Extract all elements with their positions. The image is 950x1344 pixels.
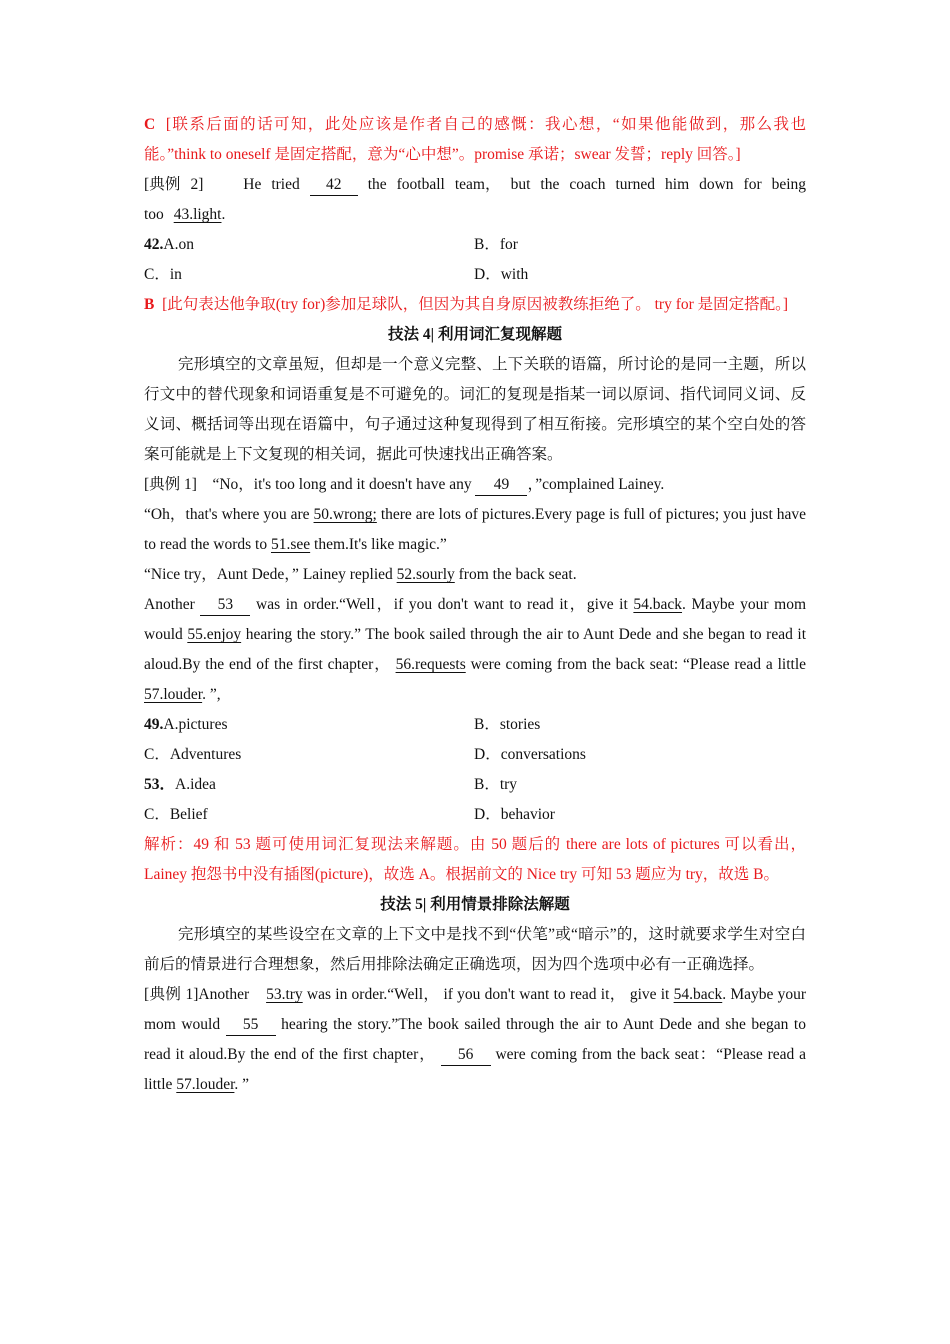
passage-paragraph <box>144 500 806 560</box>
options-row <box>144 770 806 800</box>
underlined-word: 54.back <box>633 596 683 613</box>
document-page <box>144 110 806 1100</box>
section-heading-technique-4: 技法 4| 利用词汇复现解题 <box>388 326 562 343</box>
underlined-word: 53.try <box>266 986 303 1003</box>
technique-5-example <box>144 980 806 1100</box>
option-a: A.idea <box>175 776 216 793</box>
sentence-text: . ”, <box>202 686 221 703</box>
underlined-word: 55.enjoy <box>187 626 242 643</box>
sentence-text: the football team， but the coach turned him down for being too <box>144 176 807 223</box>
option-b: B．stories <box>474 716 541 733</box>
underlined-word: 51.see <box>270 536 311 553</box>
underlined-word: 54.back <box>673 986 723 1003</box>
sentence-text: from the back seat. <box>458 566 577 583</box>
question-number: 53． <box>144 776 176 793</box>
sentence-text: was in order.“Well，if you don't want to read it，give it <box>256 596 628 613</box>
sentence-text: were coming from the back seat: “Please read a little <box>470 656 807 673</box>
options-row <box>144 800 806 830</box>
options-row <box>144 230 806 260</box>
sentence-text: . ” <box>234 1076 250 1093</box>
option-a: A.pictures <box>163 716 228 733</box>
sentence-text: them.It's like magic.” <box>314 536 447 553</box>
passage-paragraph <box>144 560 806 590</box>
analysis-text: 解析：49 和 53 题可使用词汇复现法来解题。由 50 题后的 there are lots of pictures 可以看出，Lainey 抱怨书中没有插图(picture)，故选 A。根据前文的 Nice try 可知 53 题应为 try，故选 B。 <box>144 836 806 883</box>
option-d: D．conversations <box>474 746 586 763</box>
underlined-word: 50.wrong; <box>313 506 377 523</box>
sentence-text: hearing the story.” The book sailed through the air to Aunt Dede and she began to read it aloud.By the end of the first chapter， <box>144 626 807 673</box>
blank-56: 56 <box>441 1045 491 1066</box>
option-d: D．behavior <box>474 806 555 823</box>
sentence-end: . <box>221 206 226 223</box>
sentence-text: was in order.“Well， if you don't want to read it， give it <box>306 986 670 1003</box>
example-tag: [典例 1] <box>144 986 199 1003</box>
explanation-text: [此句表达他争取(try for)参加足球队，但因为其自身原因被教练拒绝了。 try for 是固定搭配。] <box>162 296 789 313</box>
underlined-word: 56.requests <box>395 656 466 673</box>
sentence-text: Another <box>144 596 195 613</box>
blank-42: 42 <box>310 175 358 196</box>
underlined-word: 57.louder <box>144 686 203 703</box>
explanation-text: [联系后面的话可知，此处应该是作者自己的感慨：我心想，“如果他能做到，那么我也能。”think to oneself 是固定搭配，意为“心中想”。promise 承诺；swear 发誓；reply 回答。] <box>144 116 806 163</box>
sentence-text: Another <box>198 986 250 1003</box>
underlined-word: 43.light <box>173 206 222 223</box>
sentence-text: “No，it's too long and it doesn't have any <box>212 476 472 493</box>
option-b: B．try <box>474 776 518 793</box>
option-d: D．with <box>474 266 529 283</box>
sentence-text: . Maybe your mom would <box>144 596 807 643</box>
example-tag: [典例 1] <box>144 476 197 493</box>
question-number: 49. <box>144 716 164 733</box>
options-row <box>144 260 806 290</box>
sentence-text: He tried <box>243 176 300 193</box>
answer-letter: C <box>144 116 156 133</box>
blank-49: 49 <box>475 475 527 496</box>
answer-letter: B <box>144 296 155 313</box>
example-1-line <box>144 470 806 500</box>
sentence-text: “Nice try，Aunt Dede，” Lainey replied <box>144 566 393 583</box>
example-2-sentence <box>144 170 806 230</box>
sentence-text: were coming from the back seat：“Please read a little <box>144 1046 807 1093</box>
sentence-text: . Maybe your mom would <box>144 986 807 1033</box>
underlined-word: 57.louder <box>176 1076 235 1093</box>
passage-paragraph <box>144 590 806 710</box>
example-answer-explanation <box>144 110 806 170</box>
option-c: C．in <box>144 266 182 283</box>
sentence-text: ，”complained Lainey. <box>527 476 665 493</box>
sentence-text: there are lots of pictures.Every page is full of pictures; you just have to read the words to <box>144 506 807 553</box>
options-row <box>144 710 806 740</box>
example-tag: [典例 2] <box>144 176 204 193</box>
underlined-word: 52.sourly <box>396 566 455 583</box>
technique-4-intro: 完形填空的文章虽短，但却是一个意义完整、上下关联的语篇，所讨论的是同一主题，所以行文中的替代现象和词语重复是不可避免的。词汇的复现是指某一词以原词、指代词同义词、反义词、概括词等出现在语篇中，句子通过这种复现得到了相互衔接。完形填空的某个空白处的答案可能就是上下文复现的相关词，据此可快速找出正确答案。 <box>144 356 806 463</box>
technique-5-intro: 完形填空的某些设空在文章的上下文中是找不到“伏笔”或“暗示”的，这时就要求学生对空白前后的情景进行合理想象，然后用排除法确定正确选项，因为四个选项中必有一正确选择。 <box>144 926 806 973</box>
sentence-text: “Oh，that's where you are <box>144 506 310 523</box>
sentence-text: hearing the story.”The book sailed through the air to Aunt Dede and she began to read it aloud.By the end of the first chapter， <box>144 1016 806 1063</box>
blank-55: 55 <box>226 1015 276 1036</box>
question-number: 42. <box>144 236 164 253</box>
example-2-answer <box>144 290 806 320</box>
option-c: C．Adventures <box>144 746 242 763</box>
options-row <box>144 740 806 770</box>
blank-53: 53 <box>200 595 250 616</box>
option-b: B．for <box>474 236 518 253</box>
option-a: A.on <box>163 236 194 253</box>
section-heading-technique-5: 技法 5| 利用情景排除法解题 <box>380 896 570 913</box>
option-c: C．Belief <box>144 806 208 823</box>
